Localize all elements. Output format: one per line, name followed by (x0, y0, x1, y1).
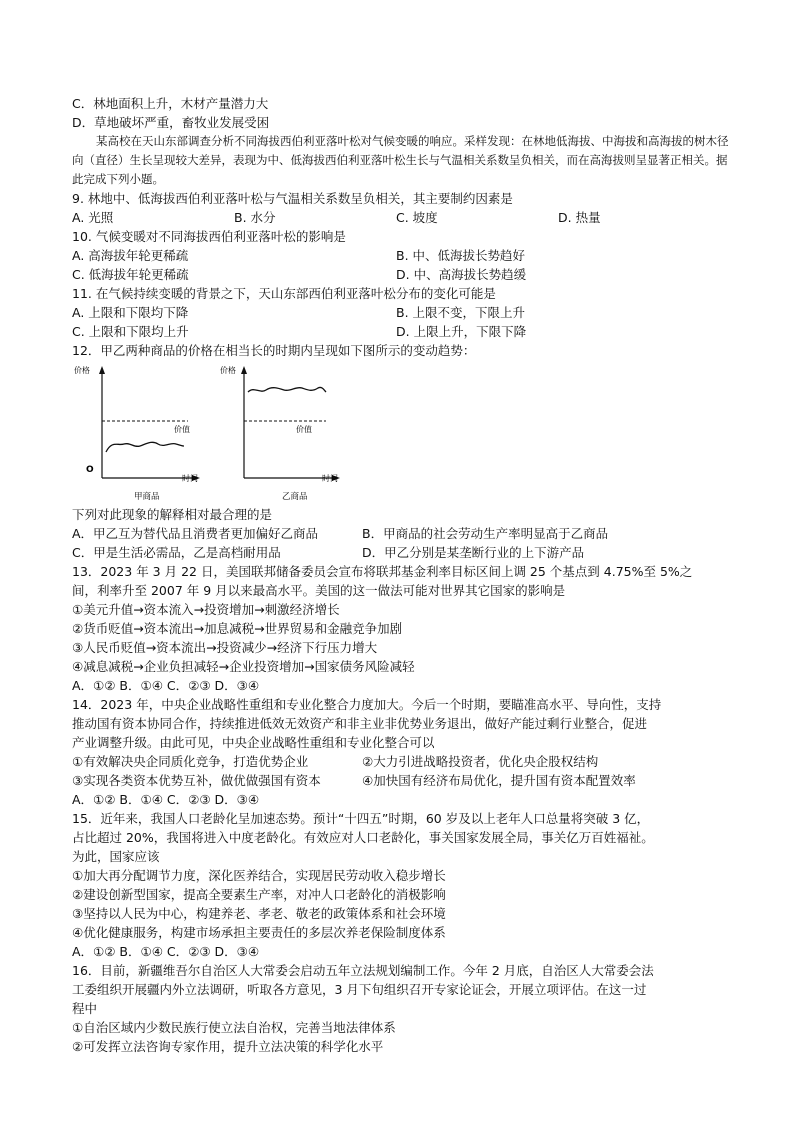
q13-item-4: ④减息减税→企业负担减轻→企业投资增加→国家债务风险减轻 (72, 659, 415, 674)
q15-item-3: ③坚持以人民为中心，构建养老、孝老、敬老的政策体系和社会环境 (72, 906, 446, 921)
q15-stem-2: 占比超过 20%，我国将进入中度老龄化。有效应对人口老龄化，事关国家发展全局，事关亿万百姓福祉。 (72, 830, 654, 845)
q12-option-c: C．甲是生活必需品，乙是高档耐用品 (72, 545, 281, 560)
q14-stem-3: 产业调整升级。由此可见，中央企业战略性重组和专业化整合可以 (72, 735, 435, 750)
q14-item-4: ④加快国有经济布局优化，提升国有资本配置效率 (362, 773, 636, 788)
q10-options-row2 (72, 265, 732, 284)
chart-a-caption: 甲商品 (134, 492, 160, 502)
chart-b-y-label: 价格 (220, 366, 236, 375)
q14-items-row1 (72, 752, 732, 771)
q14-items-row2 (72, 771, 732, 790)
q12-option-a: A．甲乙互为替代品且消费者更加偏好乙商品 (72, 526, 319, 541)
q11-option-d: D. 上限上升，下限下降 (396, 324, 527, 339)
q14-answers: A．①② B．①④ C．②③ D．③④ (72, 792, 260, 807)
q15-item-1: ①加大再分配调节力度，深化医养结合，实现居民劳动收入稳步增长 (72, 868, 446, 883)
q11-options-row1 (72, 303, 732, 322)
q12-price-charts (72, 360, 372, 505)
q12-options-row1 (72, 524, 732, 543)
q16-item-1: ①自治区域内少数民族行使立法自治权，完善当地法律体系 (72, 1020, 396, 1035)
chart-b-value-label: 价值 (296, 425, 312, 434)
q13-item-2: ②货币贬值→资本流出→加息减税→世界贸易和金融竞争加剧 (72, 621, 403, 636)
q10-option-c: C. 低海拔年轮更稀疏 (72, 267, 189, 282)
chart-b-x-label: 时间 (322, 474, 338, 483)
exam-page (72, 94, 732, 1056)
chart-a-origin: O (86, 465, 94, 475)
q8-option-d: D．草地破坏严重，畜牧业发展受困 (72, 115, 270, 130)
q10-option-d: D. 中、高海拔长势趋缓 (396, 267, 527, 282)
q14-stem-1: 14．2023 年，中央企业战略性重组和专业化整合力度加大。今后一个时期，要瞄准高水平、导向性，支持 (72, 697, 662, 712)
q10-option-a: A. 高海拔年轮更稀疏 (72, 248, 189, 263)
q13-stem-2: 间，利率升至 2007 年 9 月以来最高水平。美国的这一做法可能对世界其它国家的影响是 (72, 583, 566, 598)
chart-b-caption: 乙商品 (282, 492, 308, 502)
q16-stem-2: 工委组织开展疆内外立法调研，听取各方意见，3 月下旬组织召开专家论证会，开展立项评估。在这一过 (72, 982, 647, 997)
q15-stem-3: 为此，国家应该 (72, 849, 160, 864)
q10-option-b: B. 中、低海拔长势趋好 (396, 248, 526, 263)
q12-option-d: D．甲乙分别是某垄断行业的上下游产品 (362, 545, 585, 560)
q12-figure (72, 360, 732, 505)
reading-passage: 某高校在天山东部调查分析不同海拔西伯利亚落叶松对气候变暖的响应。采样发现：在林地低海拔、中海拔和高海拔的树木径向（直径）生长呈现较大差异，表现为中、低海拔西伯利亚落叶松生长与气温相关系数呈负相关，而在高海拔则呈显著正相关。据此完成下列小题。 (72, 134, 729, 186)
q13-item-3: ③人民币贬值→资本流出→投资减少→经济下行压力增大 (72, 640, 378, 655)
q14-item-1: ①有效解决央企同质化竞争，打造优势企业 (72, 754, 309, 769)
q12-question: 下列对此现象的解释相对最合理的是 (72, 507, 273, 522)
q11-option-a: A. 上限和下限均下降 (72, 305, 189, 320)
q10-stem: 10. 气候变暖对不同海拔西伯利亚落叶松的影响是 (72, 229, 346, 244)
q11-stem: 11. 在气候持续变暖的背景之下，天山东部西伯利亚落叶松分布的变化可能是 (72, 286, 496, 301)
chart-a-value-label: 价值 (174, 425, 190, 434)
q16-stem-3: 程中 (72, 1001, 98, 1016)
chart-a-x-label: 时间 (182, 474, 198, 483)
chart-a-price-line (106, 442, 184, 452)
q14-item-3: ③实现各类资本优势互补，做优做强国有资本 (72, 773, 321, 788)
chart-a-y-arrow (99, 366, 105, 374)
q14-stem-2: 推动国有资本协同合作，持续推进低效无效资产和非主业非优势业务退出，做好产能过剩行业整合，促进 (72, 716, 648, 731)
q9-option-d: D. 热量 (558, 210, 601, 225)
q13-item-1: ①美元升值→资本流入→投资增加→刺激经济增长 (72, 602, 340, 617)
q12-stem: 12．甲乙两种商品的价格在相当长的时期内呈现如下图所示的变动趋势： (72, 343, 476, 358)
q9-option-a: A. 光照 (72, 210, 114, 225)
q15-answers: A．①② B．①④ C．②③ D．③④ (72, 944, 260, 959)
q9-option-c: C. 坡度 (396, 210, 438, 225)
q16-stem-1: 16．目前，新疆维吾尔自治区人大常委会启动五年立法规划编制工作。今年 2 月底，自治区人大常委会法 (72, 963, 654, 978)
chart-a-y-label: 价格 (74, 366, 90, 375)
q16-item-2: ②可发挥立法咨询专家作用，提升立法决策的科学化水平 (72, 1039, 384, 1054)
chart-b-price-line (248, 387, 326, 392)
q14-item-2: ②大力引进战略投资者，优化央企股权结构 (362, 754, 599, 769)
q8-option-c: C．林地面积上升，木材产量潜力大 (72, 96, 269, 111)
q10-options-row1 (72, 246, 732, 265)
q11-option-c: C. 上限和下限均上升 (72, 324, 189, 339)
q11-option-b: B. 上限不变，下限上升 (396, 305, 526, 320)
q9-options (72, 208, 732, 227)
chart-b (220, 365, 340, 502)
q15-item-4: ④优化健康服务，构建市场承担主要责任的多层次养老保险制度体系 (72, 925, 446, 940)
q12-option-b: B．甲商品的社会劳动生产率明显高于乙商品 (362, 526, 609, 541)
q11-options-row2 (72, 322, 732, 341)
q15-stem-1: 15．近年来，我国人口老龄化呈加速态势。预计“十四五”时期，60 岁及以上老年人口总量将突破 3 亿， (72, 811, 650, 826)
q15-item-2: ②建设创新型国家，提高全要素生产率，对冲人口老龄化的消极影响 (72, 887, 446, 902)
chart-a (74, 365, 200, 502)
q9-option-b: B. 水分 (234, 210, 276, 225)
q13-stem-1: 13．2023 年 3 月 22 日，美国联邦储备委员会宣布将联邦基金利率目标区间上调 25 个基点到 4.75%至 5%之 (72, 564, 693, 579)
q13-answers: A．①② B．①④ C．②③ D．③④ (72, 678, 260, 693)
q9-stem: 9. 林地中、低海拔西伯利亚落叶松与气温相关系数呈负相关，其主要制约因素是 (72, 191, 513, 206)
chart-b-y-arrow (241, 366, 247, 374)
q12-options-row2 (72, 543, 732, 562)
